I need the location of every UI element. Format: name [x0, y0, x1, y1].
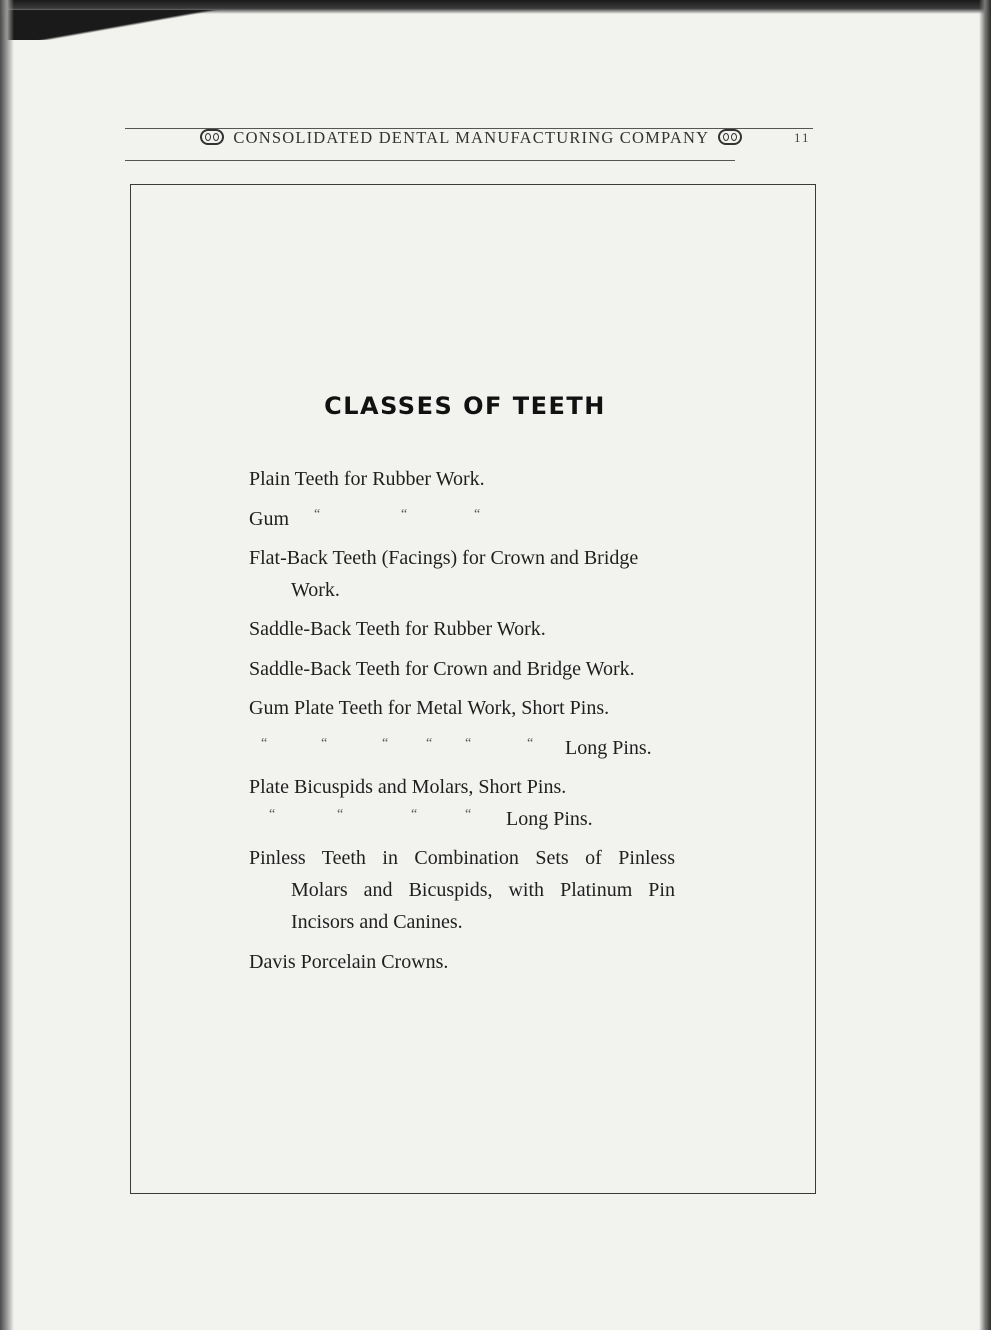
ditto-mark: “: [474, 507, 481, 522]
entry-plate-bicuspids-long-label: Long Pins.: [506, 808, 593, 830]
ditto-mark: “: [382, 736, 389, 751]
entry-saddle-back-rubber: Saddle-Back Teeth for Rubber Work.: [249, 618, 546, 640]
ditto-mark: “: [465, 807, 472, 822]
running-header: [195, 128, 747, 148]
entry-pinless-line2: Molars and Bicuspids, with Platinum Pin: [291, 879, 675, 901]
header-rule-bottom: [125, 160, 735, 161]
scan-edge-right: [979, 0, 991, 1330]
entry-pinless-line1: Pinless Teeth in Combination Sets of Pinless: [249, 847, 675, 869]
ditto-mark: “: [411, 807, 418, 822]
entry-flat-back: [249, 542, 638, 606]
ditto-mark: “: [314, 507, 321, 522]
scan-edge-top-shadow: [0, 10, 520, 40]
ditto-mark: “: [465, 736, 472, 751]
ditto-mark: “: [401, 507, 408, 522]
ditto-mark: “: [527, 736, 534, 751]
entry-plate-bicuspids-short: Plate Bicuspids and Molars, Short Pins.: [249, 776, 567, 798]
entry-flat-back-line2: Work.: [291, 579, 340, 601]
entry-flat-back-line1: Flat-Back Teeth (Facings) for Crown and Bridge: [249, 547, 639, 569]
content-frame: [130, 184, 816, 1194]
entry-gum-plate-long-label: Long Pins.: [565, 737, 652, 759]
company-logo-icon: [718, 129, 742, 145]
ditto-mark: “: [426, 736, 433, 751]
page-title: CLASSES OF TEETH: [324, 392, 606, 420]
company-name: CONSOLIDATED DENTAL MANUFACTURING COMPANY: [233, 128, 709, 147]
entry-plain-teeth: Plain Teeth for Rubber Work.: [249, 468, 485, 490]
ditto-mark: “: [261, 736, 268, 751]
entry-davis-crowns: Davis Porcelain Crowns.: [249, 951, 449, 973]
company-logo-icon: [200, 129, 224, 145]
entry-pinless-teeth: [249, 842, 689, 938]
ditto-mark: “: [321, 736, 328, 751]
entry-pinless-line3: Incisors and Canines.: [291, 911, 463, 933]
scan-edge-left: [0, 0, 14, 1330]
ditto-mark: “: [337, 807, 344, 822]
entry-gum: [249, 503, 509, 535]
entry-gum-plate-short: Gum Plate Teeth for Metal Work, Short Pins.: [249, 697, 610, 719]
entry-saddle-back-crown: Saddle-Back Teeth for Crown and Bridge Work.: [249, 658, 635, 680]
page-number: 11: [794, 130, 811, 145]
entry-gum-label: Gum: [249, 508, 289, 530]
ditto-mark: “: [269, 807, 276, 822]
